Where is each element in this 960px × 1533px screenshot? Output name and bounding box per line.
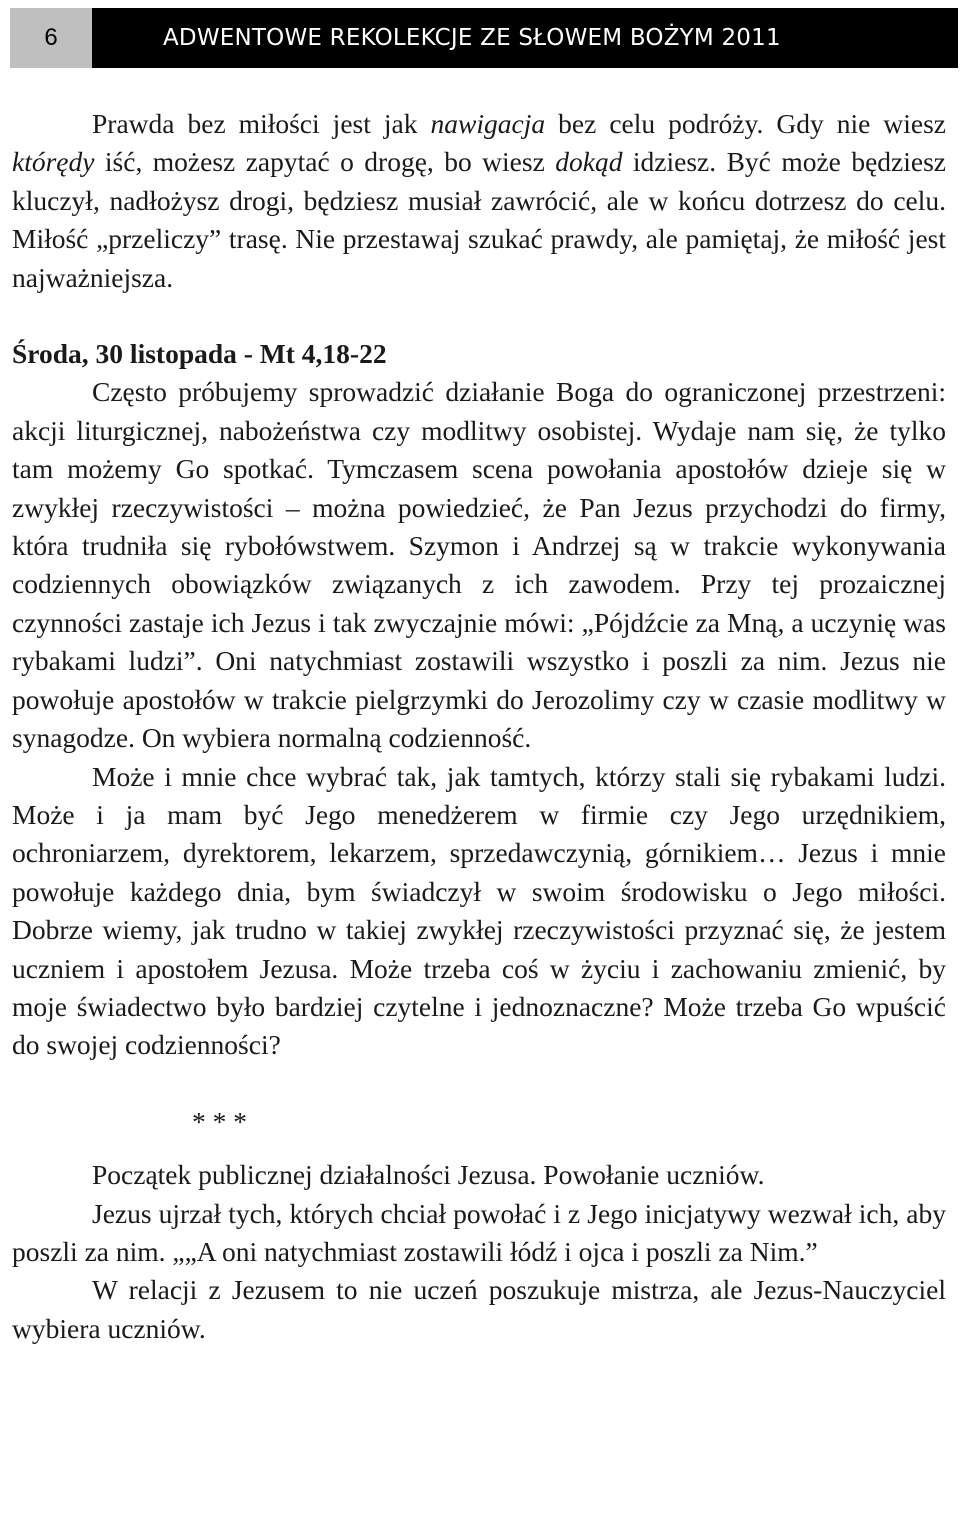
intro-emphasis-2: którędy [12,146,95,178]
intro-text-1: Prawda bez miłości jest jak [92,108,431,139]
closing-line-1: Początek publicznej działalności Jezusa. Powołanie uczniów. [92,1159,765,1191]
section-heading: Środa, 30 listopada - Mt 4,18-22 [12,338,387,370]
intro-text-2: bez celu podróży. Gdy nie wiesz [545,108,946,139]
closing-paragraph-2: Jezus ujrzał tych, których chciał powołać i z Jego inicjatywy wezwał ich, aby poszli za nim. „„A oni natychmiast zostawili łódź i ojca i poszli za Nim.” [12,1197,946,1267]
intro-emphasis-1: nawigacja [430,108,546,139]
intro-paragraph [12,105,946,297]
page-number: 6 [10,8,92,68]
page-header [10,8,958,68]
section-paragraph-1: Często próbujemy sprowadzić działanie Boga do ograniczonej przestrzeni: akcji liturgicznej, nabożeństwa czy modlitwy osobistej. Wydaje nam się, że tylko tam możemy Go spotkać. Tymczasem scena powołania apostołów dzieje się w zwykłej rzeczywistości – można powiedzieć, że Pan Jezus przychodzi do firmy, która trudniła się rybołówstwem. Szymon i Andrzej są w trakcie wykonywania codziennych obowiązków związanych z ich zawodem. Przy tej prozaicznej czynności zastaje ich Jezus i tak zwyczajnie mówi: „Pójdźcie za Mną, a uczynię was rybakami ludzi”. Oni natychmiast zostawili wszystko i poszli za nim. Jezus nie powołuje apostołów w trakcie pielgrzymki do Jerozolimy czy w czasie modlitwy w synagodze. On wybiera normalną codzienność. [12,376,946,754]
intro-text-3: iść, możesz zapytać o drogę, bo wiesz [94,146,556,178]
running-title: ADWENTOWE REKOLEKCJE ZE SŁOWEM BOŻYM 2011 [92,8,958,68]
intro-emphasis-3: dokąd [555,146,623,178]
separator-stars: * * * [192,1105,247,1137]
intro-text-4: idziesz. Być może będziesz kluczył, nadłożysz drogi, będziesz musiał zawrócić, ale w końcu dotrzesz do celu. Miłość „przeliczy” trasę. Nie przestawaj szukać prawdy, ale pamiętaj, że miłość jest najważniejsza. [12,146,946,293]
section-paragraph-2: Może i mnie chce wybrać tak, jak tamtych, którzy stali się rybakami ludzi. Może i ja mam być Jego menedżerem w firmie czy Jego urzędnikiem, ochroniarzem, dyrektorem, lekarzem, sprzedawczynią, górnikiem… Jezus i mnie powołuje każdego dnia, bym świadczył w swoim środowisku o Jego miłości. Dobrze wiemy, jak trudno w takiej zwykłej rzeczywistości przyznać się, że jestem uczniem i apostołem Jezusa. Może trzeba coś w życiu i zachowaniu zmienić, by moje świadectwo było bardziej czytelne i jednoznaczne? Może trzeba Go wpuścić do swojej codzienności? [12,760,946,1061]
closing-paragraph-3: W relacji z Jezusem to nie uczeń poszukuje mistrza, ale Jezus-Nauczyciel wybiera uczniów. [12,1274,946,1344]
page-body [12,105,946,1348]
